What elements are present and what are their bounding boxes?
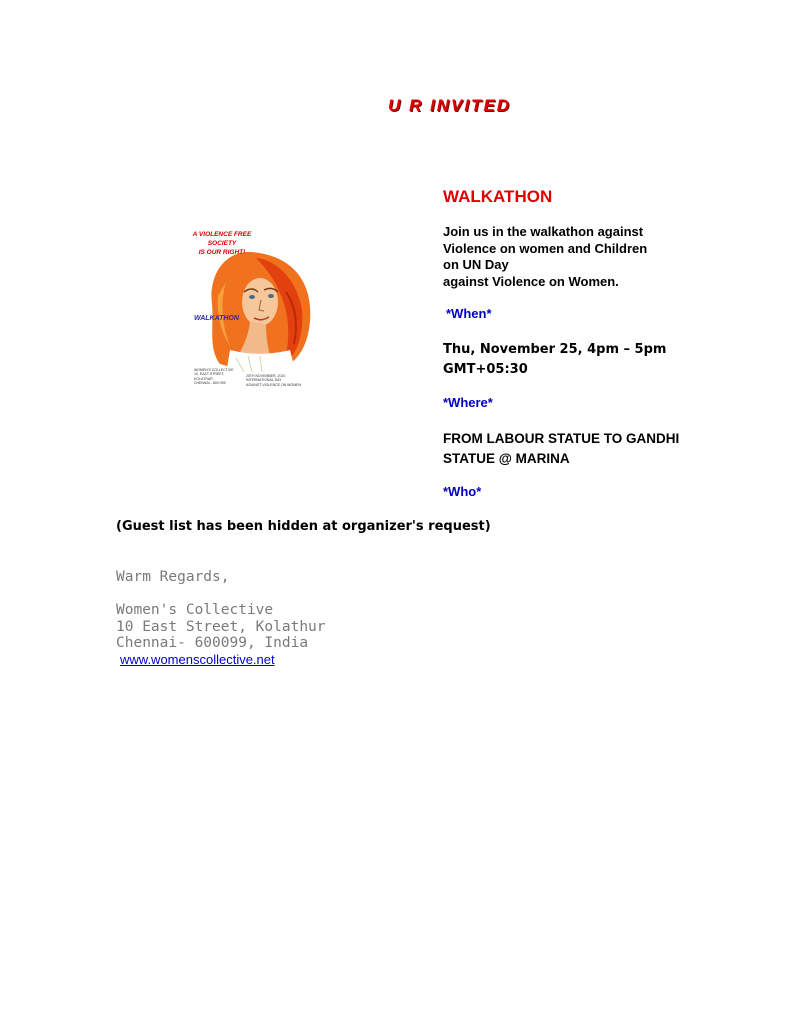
description-line: against Violence on Women.	[443, 273, 619, 289]
poster-date-line: INTERNATIONAL DAY	[246, 378, 282, 383]
walkathon-poster	[186, 222, 314, 398]
description-line: Violence on women and Children	[443, 240, 648, 256]
description-line: on UN Day	[443, 257, 509, 272]
address-line: 10 East Street, Kolathur	[116, 618, 326, 635]
invite-heading: U R INVITED	[388, 96, 512, 115]
poster-walkathon-label: WALKATHON	[194, 315, 239, 322]
poster-address-line: CHENNAI - 600 099	[194, 380, 226, 385]
event-title: WALKATHON	[443, 187, 553, 206]
poster-date-info	[246, 374, 312, 387]
address-line: Chennai- 600099, India	[116, 635, 309, 651]
poster-tagline-line: IS OUR RIGHT!	[198, 249, 246, 256]
poster-date-line: 25TH NOVEMBER, 2010	[246, 374, 286, 378]
website-link[interactable]: www.womenscollective.net	[120, 652, 275, 667]
who-label: *Who*	[443, 484, 482, 499]
where-value: FROM LABOUR STATUE TO GANDHI STATUE @ MARINA	[443, 431, 680, 466]
poster-tagline-line: A VIOLENCE FREE	[192, 231, 252, 238]
poster-address-line: WOMEN'S COLLECTIVE	[194, 368, 234, 372]
poster-address-line: KOLATHUR	[194, 376, 213, 381]
poster-date-line: AGAINST VIOLENCE ON WOMEN	[246, 382, 301, 387]
event-description	[443, 224, 683, 290]
poster-address	[194, 368, 238, 385]
organization-name: Women's Collective	[116, 602, 274, 618]
poster-tagline-line: SOCIETY	[207, 240, 237, 247]
poster-tagline	[192, 230, 252, 257]
poster-address-line: 10, EAST STREET,	[194, 372, 225, 377]
greeting: Warm Regards,	[116, 569, 230, 585]
guest-list-note: (Guest list has been hidden at organizer's request)	[116, 519, 491, 534]
description-line: Join us in the walkathon against	[443, 224, 644, 239]
where-label: *Where*	[443, 395, 493, 410]
when-label: *When*	[446, 306, 492, 321]
when-value: Thu, November 25, 4pm – 5pm GMT+05:30	[443, 342, 667, 377]
signature-block	[116, 569, 326, 652]
